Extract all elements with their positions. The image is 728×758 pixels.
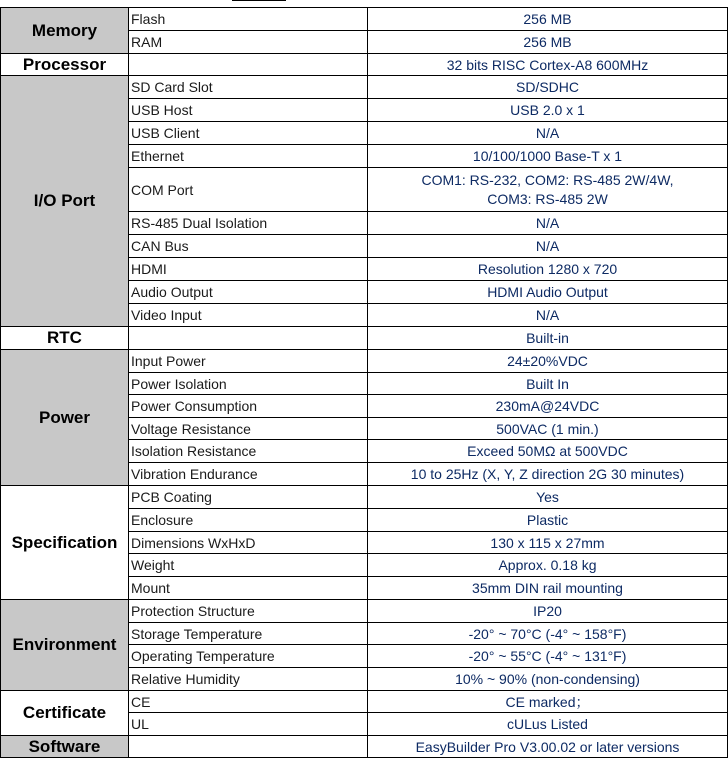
row-value: HDMI Audio Output: [368, 281, 728, 304]
row-value: 10% ~ 90% (non-condensing): [368, 668, 728, 691]
category-processor: Processor: [1, 54, 129, 76]
category-memory: Memory: [1, 8, 129, 54]
table-row: [1, 350, 728, 373]
category-rtc: RTC: [1, 327, 129, 350]
row-value: Plastic: [368, 509, 728, 532]
row-label: CAN Bus: [129, 235, 368, 258]
row-value: Built In: [368, 373, 728, 395]
row-value: EasyBuilder Pro V3.00.02 or later versions: [368, 736, 728, 758]
category-environment: Environment: [1, 600, 129, 691]
row-label: Mount: [129, 577, 368, 600]
row-label: Protection Structure: [129, 600, 368, 623]
row-label: HDMI: [129, 258, 368, 281]
row-label: [129, 54, 368, 76]
row-label: Relative Humidity: [129, 668, 368, 691]
row-label: Vibration Endurance: [129, 463, 368, 486]
table-row: [1, 736, 728, 758]
row-label: CE: [129, 691, 368, 713]
row-label: RAM: [129, 31, 368, 54]
category-power: Power: [1, 350, 129, 486]
category-io-port: I/O Port: [1, 76, 129, 327]
row-value: 24±20%VDC: [368, 350, 728, 373]
row-value: Yes: [368, 486, 728, 509]
row-value: 256 MB: [368, 8, 728, 31]
row-label: Weight: [129, 554, 368, 577]
row-label: [129, 736, 368, 758]
row-label: Input Power: [129, 350, 368, 373]
row-value: 130 x 115 x 27mm: [368, 532, 728, 554]
category-certificate: Certificate: [1, 691, 129, 736]
row-value-line-1: COM1: RS-232, COM2: RS-485 2W/4W,: [421, 172, 674, 188]
row-label: Video Input: [129, 304, 368, 327]
row-value: -20° ~ 55°C (-4° ~ 131°F): [368, 645, 728, 668]
row-value: 10 to 25Hz (X, Y, Z direction 2G 30 minutes): [368, 463, 728, 486]
row-label: Dimensions WxHxD: [129, 532, 368, 554]
row-label: Audio Output: [129, 281, 368, 304]
row-value: N/A: [368, 212, 728, 235]
table-row: [1, 8, 728, 31]
row-label: Ethernet: [129, 145, 368, 168]
row-value: cULus Listed: [368, 713, 728, 736]
row-value: 256 MB: [368, 31, 728, 54]
row-label: COM Port: [129, 168, 368, 212]
spec-table: [0, 7, 728, 758]
row-label: Voltage Resistance: [129, 418, 368, 440]
table-row: [1, 54, 728, 76]
row-label: SD Card Slot: [129, 76, 368, 99]
row-value: Approx. 0.18 kg: [368, 554, 728, 577]
row-label: RS-485 Dual Isolation: [129, 212, 368, 235]
row-label: Operating Temperature: [129, 645, 368, 668]
row-value: 35mm DIN rail mounting: [368, 577, 728, 600]
row-value: N/A: [368, 304, 728, 327]
row-value: 230mA@24VDC: [368, 395, 728, 418]
table-row: [1, 76, 728, 99]
row-label: Power Isolation: [129, 373, 368, 395]
row-value: CE marked；: [368, 691, 728, 713]
row-label: PCB Coating: [129, 486, 368, 509]
row-label: Power Consumption: [129, 395, 368, 418]
row-label: UL: [129, 713, 368, 736]
row-value: N/A: [368, 235, 728, 258]
row-value: USB 2.0 x 1: [368, 99, 728, 122]
row-value: 500VAC (1 min.): [368, 418, 728, 440]
category-specification: Specification: [1, 486, 129, 600]
row-value: 10/100/1000 Base-T x 1: [368, 145, 728, 168]
row-value: Exceed 50MΩ at 500VDC: [368, 440, 728, 463]
row-value: Built-in: [368, 327, 728, 350]
row-value: [368, 168, 728, 212]
category-software: Software: [1, 736, 129, 758]
table-row: [1, 486, 728, 509]
row-value-line-2: COM3: RS-485 2W: [487, 191, 608, 207]
table-row: [1, 691, 728, 713]
row-value: Resolution 1280 x 720: [368, 258, 728, 281]
row-label: Isolation Resistance: [129, 440, 368, 463]
row-label: USB Client: [129, 122, 368, 145]
row-label: Storage Temperature: [129, 623, 368, 645]
row-value: SD/SDHC: [368, 76, 728, 99]
row-value: 32 bits RISC Cortex-A8 600MHz: [368, 54, 728, 76]
row-label: [129, 327, 368, 350]
table-row: [1, 327, 728, 350]
row-value: N/A: [368, 122, 728, 145]
table-row: [1, 600, 728, 623]
row-label: Flash: [129, 8, 368, 31]
row-value: -20° ~ 70°C (-4° ~ 158°F): [368, 623, 728, 645]
row-label: USB Host: [129, 99, 368, 122]
row-label: Enclosure: [129, 509, 368, 532]
top-rule: [232, 0, 286, 1]
row-value: IP20: [368, 600, 728, 623]
